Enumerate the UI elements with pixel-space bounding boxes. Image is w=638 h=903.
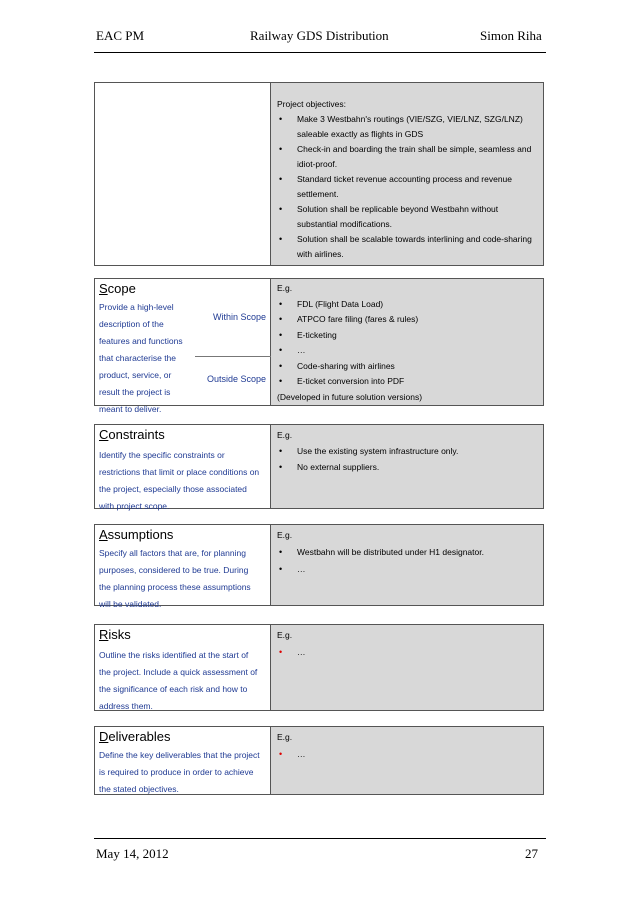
scope-right-cell	[271, 279, 543, 405]
outside-scope-label: Outside Scope	[206, 374, 266, 384]
scope-divider	[195, 356, 271, 357]
constraints-list	[277, 443, 537, 475]
assumptions-eg: E.g.	[277, 530, 293, 540]
objectives-heading: Project objectives:	[277, 99, 346, 109]
constraints-right-cell	[271, 425, 543, 508]
page-number: 27	[525, 846, 538, 861]
deliverables-left-cell	[95, 727, 271, 794]
risks-title: Risks	[99, 627, 131, 642]
deliverables-table	[94, 726, 544, 795]
list-item: • Solution shall be scalable towards interlining and code-sharing with airlines.	[277, 232, 537, 262]
assumptions-right-cell	[271, 525, 543, 605]
scope-eg: E.g.	[277, 283, 293, 293]
assumptions-table	[94, 524, 544, 609]
scope-left-cell	[95, 279, 271, 414]
list-item: • Use the existing system infrastructure only.	[277, 443, 537, 459]
within-scope-label: Within Scope	[212, 312, 266, 322]
scope-note: (Developed in future solution versions)	[277, 391, 423, 402]
scope-table	[94, 278, 544, 414]
list-item: • E-ticket conversion into PDF	[277, 374, 537, 390]
scope-description: Provide a high-level description of the features and functions that characterise the product, service, or result the project is meant to deliver.	[99, 302, 183, 414]
list-item: • …	[277, 343, 537, 359]
footer-rule	[94, 838, 546, 839]
header-author: Simon Riha	[480, 28, 542, 43]
assumptions-list	[277, 544, 537, 578]
assumptions-left-cell	[95, 525, 271, 609]
list-item: • Check-in and boarding the train shall be simple, seamless and idiot-proof.	[277, 142, 537, 172]
list-item: • FDL (Flight Data Load)	[277, 297, 537, 313]
list-item: • E-ticketing	[277, 328, 537, 344]
list-item: • Solution shall be replicable beyond Westbahn without substantial modifications.	[277, 202, 537, 232]
header-title: Railway GDS Distribution	[250, 28, 389, 43]
deliverables-list	[277, 746, 537, 763]
assumptions-title: Assumptions	[99, 527, 174, 542]
risks-description: Outline the risks identified at the start of the project. Include a quick assessment of the significance of each risk and how to address them.	[99, 650, 258, 711]
list-item: • …	[277, 561, 537, 578]
scope-title: Scope	[99, 281, 136, 296]
objectives-table	[94, 82, 544, 266]
list-item: • Make 3 Westbahn's routings (VIE/SZG, VIE/LNZ, SZG/LNZ) saleable exactly as flights in GDS	[277, 112, 537, 142]
header-project: EAC PM	[96, 28, 145, 43]
risks-right-cell	[271, 625, 543, 710]
constraints-description: Identify the specific constraints or restrictions that limit or place conditions on the project, especially those associated with project scope.	[99, 450, 260, 511]
constraints-table	[94, 424, 544, 509]
deliverables-right-cell	[271, 727, 543, 794]
within-scope-list	[277, 297, 537, 390]
footer-date: May 14, 2012	[96, 846, 169, 861]
constraints-left-cell	[95, 425, 271, 511]
objectives-left-cell	[95, 83, 271, 265]
list-item: • Code-sharing with airlines	[277, 359, 537, 375]
list-item: • Standard ticket revenue accounting process and revenue settlement.	[277, 172, 537, 202]
risks-list	[277, 644, 537, 661]
list-item: • …	[277, 746, 537, 763]
risks-table	[94, 624, 544, 711]
risks-eg: E.g.	[277, 630, 293, 640]
header-rule	[94, 52, 546, 53]
list-item: • ATPCO fare filing (fares & rules)	[277, 312, 537, 328]
risks-left-cell	[95, 625, 271, 710]
deliverables-title: Deliverables	[99, 729, 171, 744]
constraints-title: Constraints	[99, 427, 165, 442]
deliverables-eg: E.g.	[277, 732, 293, 742]
constraints-eg: E.g.	[277, 430, 293, 440]
list-item: • Westbahn will be distributed under H1 designator.	[277, 544, 537, 561]
list-item: • …	[277, 644, 537, 661]
objectives-list	[277, 112, 537, 262]
assumptions-description: Specify all factors that are, for planning purposes, considered to be true. During the planning process these assumptions will be validated.	[99, 548, 251, 609]
objectives-right-cell	[271, 83, 543, 265]
list-item: • No external suppliers.	[277, 459, 537, 475]
deliverables-description: Define the key deliverables that the project is required to produce in order to achieve the stated objectives.	[99, 750, 260, 794]
